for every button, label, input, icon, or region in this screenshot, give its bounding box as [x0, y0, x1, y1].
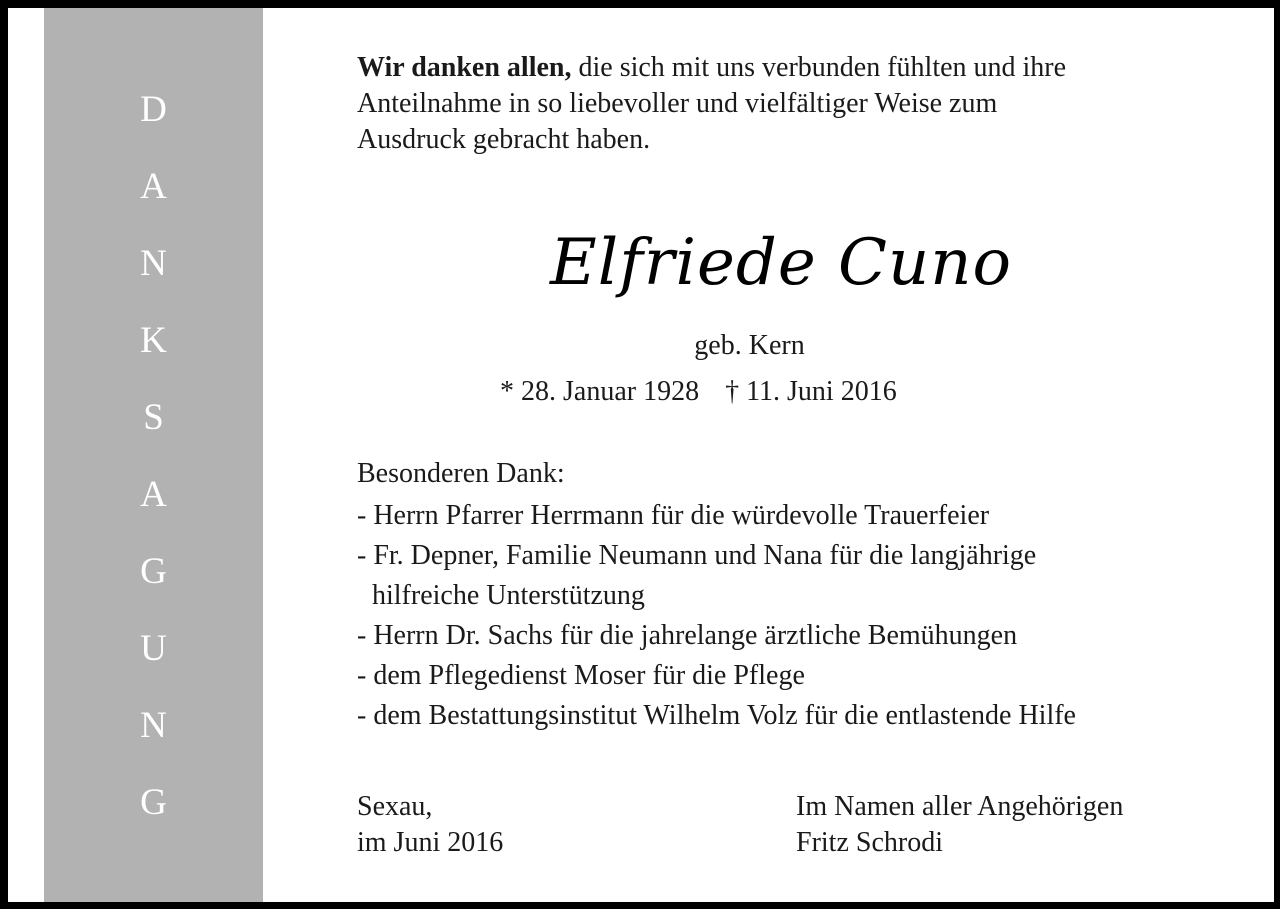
intro-paragraph — [357, 50, 1066, 158]
thanks-item — [357, 656, 1076, 696]
thanks-list — [357, 496, 1076, 736]
maiden-name: geb. Kern — [694, 330, 805, 361]
life-dates — [500, 374, 897, 410]
thanks-item — [357, 536, 1076, 616]
thanks-item-text: - Herrn Dr. Sachs für die jahrelange ärztliche Bemühungen — [357, 620, 1018, 651]
title-letter: U — [140, 628, 167, 669]
publication-date: im Juni 2016 — [357, 827, 504, 858]
thanks-item-text: - Fr. Depner, Familie Neumann und Nana für die langjährige — [357, 540, 1037, 571]
title-letter: A — [140, 474, 167, 515]
thanks-item-text: - Herrn Pfarrer Herrmann für die würdevolle Trauerfeier — [357, 500, 990, 531]
title-letter: N — [140, 243, 167, 284]
signature-name: Fritz Schrodi — [796, 827, 943, 858]
intro-line-1-rest: die sich mit uns verbunden fühlten und ihre — [571, 52, 1067, 83]
thanks-item — [357, 496, 1076, 536]
title-letter: N — [140, 705, 167, 746]
title-letter: A — [140, 166, 167, 207]
deceased-name: Elfriede Cuno — [550, 226, 1012, 300]
thanks-item-text: - dem Pflegedienst Moser für die Pflege — [357, 660, 805, 691]
thanks-heading: Besonderen Dank: — [357, 458, 565, 489]
intro-line-1 — [357, 50, 1066, 86]
birth-date: * 28. Januar 1928 — [500, 376, 700, 407]
thanks-item — [357, 696, 1076, 736]
intro-line-2: Anteilnahme in so liebevoller und vielfältiger Weise zum — [357, 88, 998, 119]
title-letter: G — [140, 551, 167, 592]
thanks-item — [357, 616, 1076, 656]
death-date: † 11. Juni 2016 — [725, 376, 897, 407]
title-letter: S — [143, 397, 164, 438]
intro-line-3: Ausdruck gebracht haben. — [357, 124, 651, 155]
title-letter: D — [140, 89, 167, 130]
title-letter: G — [140, 782, 167, 823]
sidebar — [44, 8, 263, 902]
intro-bold-phrase: Wir danken allen, — [357, 52, 572, 83]
place: Sexau, — [357, 791, 433, 822]
title-letter: K — [140, 320, 167, 361]
signature-line-1: Im Namen aller Angehörigen — [796, 791, 1124, 822]
thanks-item-continuation: hilfreiche Unterstützung — [372, 580, 645, 611]
vertical-title-danksagung — [44, 86, 263, 856]
thanks-item-text: - dem Bestattungsinstitut Wilhelm Volz für die entlastende Hilfe — [357, 700, 1076, 731]
